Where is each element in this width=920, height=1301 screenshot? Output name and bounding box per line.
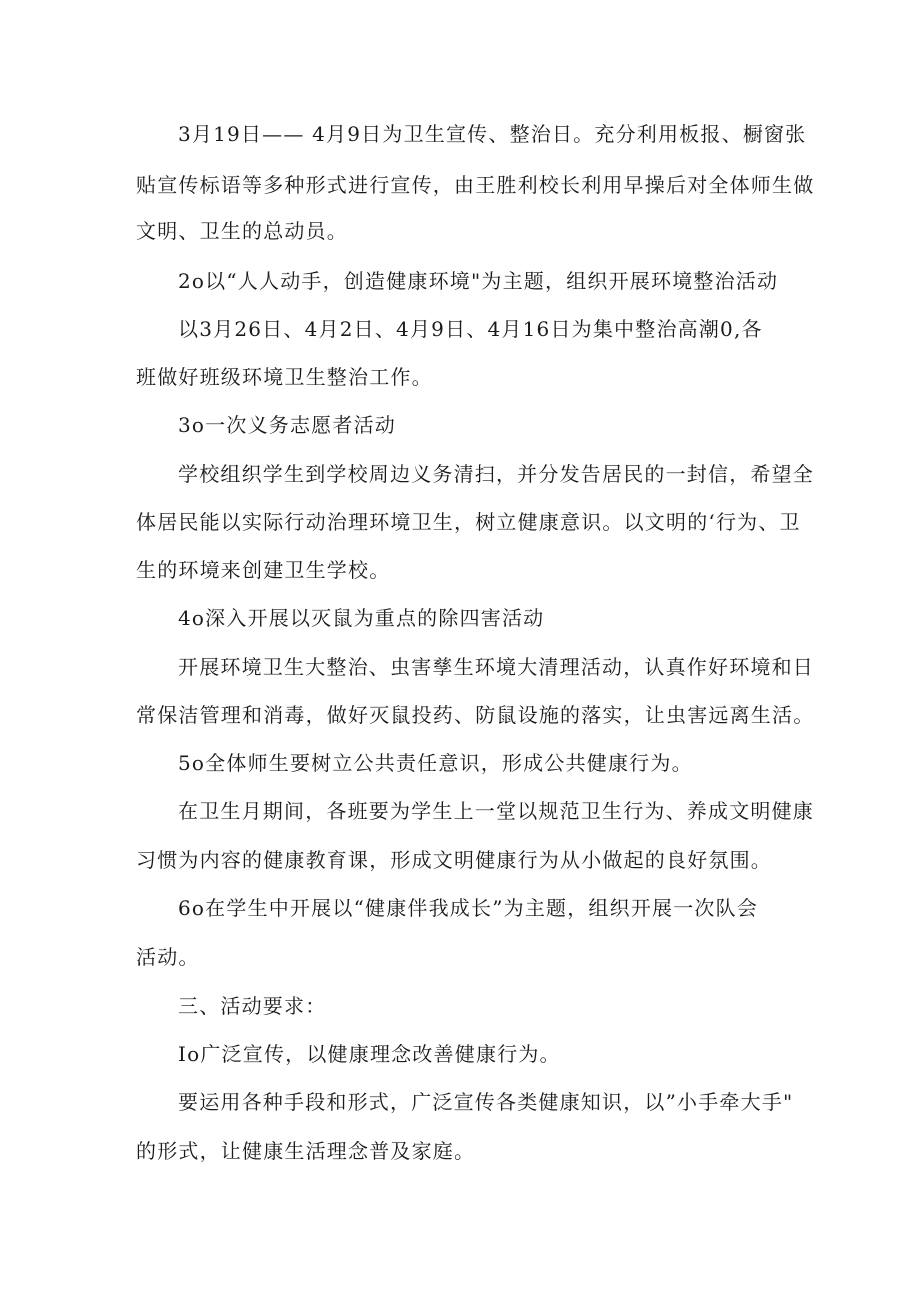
section-heading-6: 6o在学生中开展以“健康伴我成长”为主题，组织开展一次队会	[178, 896, 759, 920]
paragraph-line: 在卫生月期间，各班要为学生上一堂以规范卫生行为、养成文明健康	[178, 799, 814, 823]
section-heading-1: Io广泛宣传，以健康理念改善健康行为。	[178, 1042, 561, 1066]
paragraph-line: 习惯为内容的健康教育课，形成文明健康行为从小做起的良好氛围。	[136, 848, 772, 872]
section-heading-4: 4o深入开展以灭鼠为重点的除四害活动	[178, 606, 545, 630]
paragraph-line: 3月19日—— 4月9日为卫生宣传、整治日。充分利用板报、橱窗张	[178, 122, 807, 146]
section-heading-3: 3o一次义务志愿者活动	[178, 413, 396, 437]
paragraph-line: 的形式，让健康生活理念普及家庭。	[136, 1139, 476, 1163]
paragraph-line: 要运用各种手段和形式，广泛宣传各类健康知识，以”小手牵大手"	[178, 1090, 794, 1114]
section-title: 三、活动要求：	[178, 994, 327, 1018]
paragraph-line: 班做好班级环境卫生整治工作。	[136, 365, 433, 389]
paragraph-line: 贴宣传标语等多种形式进行宣传，由王胜利校长利用早操后对全体师生做	[136, 173, 815, 197]
paragraph-line: 常保洁管理和消毒，做好灭鼠投药、防鼠设施的落实，让虫害远离生活。	[136, 703, 815, 727]
paragraph-line: 开展环境卫生大整治、虫害孳生环境大清理活动，认真作好环境和日	[178, 655, 814, 679]
paragraph-line: 学校组织学生到学校周边义务清扫，并分发告居民的一封信，希望全	[178, 462, 814, 486]
paragraph-line: 体居民能以实际行动治理环境卫生，树立健康意识。以文明的‘行为、卫	[136, 510, 801, 534]
section-heading-2: 2o以“人人动手，创造健康环境"为主题，组织开展环境整治活动	[178, 269, 779, 293]
paragraph-line: 以3月26日、4月2日、4月9日、4月16日为集中整治高潮0,各	[178, 317, 763, 341]
paragraph-line: 生的环境来创建卫生学校。	[136, 558, 391, 582]
paragraph-line: 文明、卫生的总动员。	[136, 219, 348, 243]
section-heading-5: 5o全体师生要树立公共责任意识，形成公共健康行为。	[178, 751, 693, 775]
paragraph-line: 活动。	[136, 945, 200, 969]
